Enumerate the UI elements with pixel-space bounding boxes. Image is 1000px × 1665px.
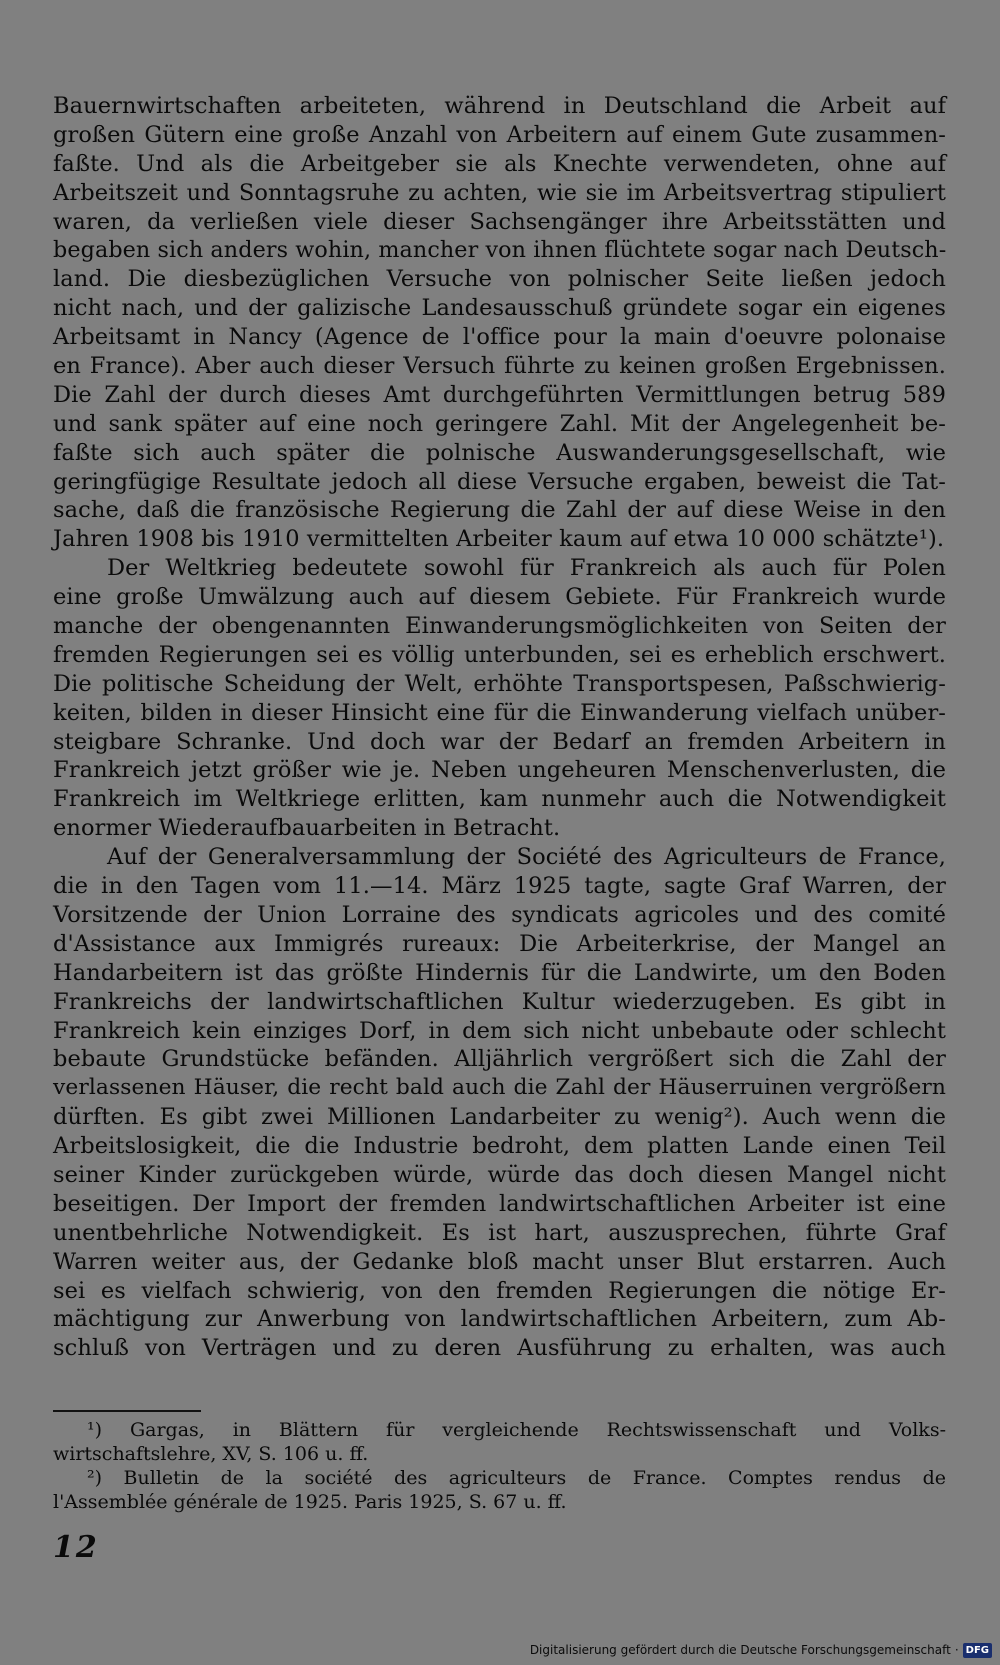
text-line: keiten, bilden in dieser Hinsicht eine für die Einwanderung vielfach unüber-	[53, 699, 946, 726]
dfg-logo-icon: DFG	[963, 1643, 992, 1658]
text-line: mächtigung zur Anwerbung von landwirtschaftlichen Arbeitern, zum Ab-	[53, 1306, 946, 1333]
credit-text: Digitalisierung gefördert durch die Deutsche Forschungsgemeinschaft	[529, 1643, 951, 1657]
footnote-line: ²) Bulletin de la société des agriculteurs de France. Comptes rendus de	[87, 1467, 946, 1489]
text-line: faßte. Und als die Arbeitgeber sie als Knechte verwendeten, ohne auf	[53, 150, 946, 177]
body-text	[53, 92, 946, 1363]
text-line: beseitigen. Der Import der fremden landwirtschaftlichen Arbeiter ist eine	[53, 1190, 946, 1217]
text-line: die in den Tagen vom 11.—14. März 1925 tagte, sagte Graf Warren, der	[53, 873, 946, 900]
text-line: manche der obengenannten Einwanderungsmöglichkeiten von Seiten der	[53, 613, 946, 640]
text-line: sei es vielfach schwierig, von den fremden Regierungen die nötige Er-	[53, 1277, 946, 1304]
text-line: sache, daß die französische Regierung die Zahl der auf diese Weise in den	[53, 497, 946, 524]
footnote-line: ¹) Gargas, in Blättern für vergleichende Rechtswissenschaft und Volks-	[87, 1419, 946, 1441]
text-line: Die politische Scheidung der Welt, erhöhte Transportspesen, Paßschwierig-	[53, 670, 946, 697]
text-line: steigbare Schranke. Und doch war der Bedarf an fremden Arbeitern in	[53, 728, 946, 755]
credit-dot: ·	[954, 1643, 959, 1657]
text-line: Arbeitslosigkeit, die die Industrie bedroht, dem platten Lande einen Teil	[53, 1133, 946, 1160]
text-line: Warren weiter aus, der Gedanke bloß macht unser Blut erstarren. Auch	[53, 1248, 946, 1275]
text-line: fremden Regierungen sei es völlig unterbunden, sei es erheblich erschwert.	[53, 641, 946, 668]
text-line: Handarbeitern ist das größte Hindernis für die Landwirte, um den Boden	[53, 959, 946, 986]
text-line: faßte sich auch später die polnische Auswanderungsgesellschaft, wie	[53, 439, 946, 466]
text-line: verlassenen Häuser, die recht bald auch die Zahl der Häuserruinen vergrößern	[53, 1075, 946, 1101]
footnote-line: l'Assemblée générale de 1925. Paris 1925, S. 67 u. ff.	[53, 1491, 567, 1513]
text-line: Auf der Generalversammlung der Société des Agriculteurs de France,	[107, 844, 946, 871]
text-line: Vorsitzende der Union Lorraine des syndicats agricoles und des comité	[53, 901, 946, 928]
text-line: enormer Wiederaufbauarbeiten in Betracht.	[53, 815, 561, 842]
text-line: Jahren 1908 bis 1910 vermittelten Arbeiter kaum auf etwa 10 000 schätzte¹).	[53, 526, 945, 553]
text-line: unentbehrliche Notwendigkeit. Es ist hart, auszusprechen, führte Graf	[53, 1219, 946, 1246]
page-number: 12	[53, 1530, 99, 1565]
text-line: geringfügige Resultate jedoch all diese Versuche ergaben, beweist die Tat-	[53, 468, 946, 495]
text-line: land. Die diesbezüglichen Versuche von polnischer Seite ließen jedoch	[53, 266, 946, 293]
text-line: Frankreich kein einziges Dorf, in dem sich nicht unbebaute oder schlecht	[53, 1017, 946, 1044]
text-line: Die Zahl der durch dieses Amt durchgeführten Vermittlungen betrug 589	[53, 381, 946, 408]
text-line: bebaute Grundstücke befänden. Alljährlich vergrößert sich die Zahl der	[53, 1046, 946, 1073]
footnote-line: wirtschaftslehre, XV, S. 106 u. ff.	[53, 1443, 369, 1465]
footnotes	[53, 1418, 946, 1514]
text-line: dürften. Es gibt zwei Millionen Landarbeiter zu wenig²). Auch wenn die	[53, 1104, 946, 1131]
text-line: Arbeitszeit und Sonntagsruhe zu achten, wie sie im Arbeitsvertrag stipuliert	[53, 179, 946, 206]
text-line: Frankreich jetzt größer wie je. Neben ungeheuren Menschenverlusten, die	[53, 757, 946, 784]
text-line: Frankreich im Weltkriege erlitten, kam nunmehr auch die Notwendigkeit	[53, 786, 946, 813]
text-line: begaben sich anders wohin, mancher von ihnen flüchtete sogar nach Deutsch-	[53, 237, 947, 264]
text-line: Der Weltkrieg bedeutete sowohl für Frankreich als auch für Polen	[107, 555, 946, 582]
text-line: eine große Umwälzung auch auf diesem Gebiete. Für Frankreich wurde	[53, 584, 946, 611]
text-line: seiner Kinder zurückgeben würde, würde das doch diesen Mangel nicht	[53, 1161, 946, 1188]
text-line: großen Gütern eine große Anzahl von Arbeitern auf einem Gute zusammen-	[53, 121, 946, 148]
text-line: waren, da verließen viele dieser Sachsengänger ihre Arbeitsstätten und	[53, 208, 946, 235]
text-line: und sank später auf eine noch geringere Zahl. Mit der Angelegenheit be-	[53, 410, 946, 437]
text-line: schluß von Verträgen und zu deren Ausführung zu erhalten, was auch	[53, 1335, 946, 1362]
text-line: d'Assistance aux Immigrés rureaux: Die Arbeiterkrise, der Mangel an	[53, 930, 946, 957]
text-line: en France). Aber auch dieser Versuch führte zu keinen großen Ergebnissen.	[53, 353, 946, 380]
text-line: Arbeitsamt in Nancy (Agence de l'office pour la main d'oeuvre polonaise	[53, 324, 946, 351]
digitization-credit	[530, 1641, 992, 1659]
footnote-divider	[53, 1410, 201, 1412]
text-line: Frankreichs der landwirtschaftlichen Kultur wiederzugeben. Es gibt in	[53, 988, 946, 1015]
text-line: nicht nach, und der galizische Landesausschuß gründete sogar ein eigenes	[53, 295, 946, 322]
text-line: Bauernwirtschaften arbeiteten, während in Deutschland die Arbeit auf	[53, 93, 946, 119]
